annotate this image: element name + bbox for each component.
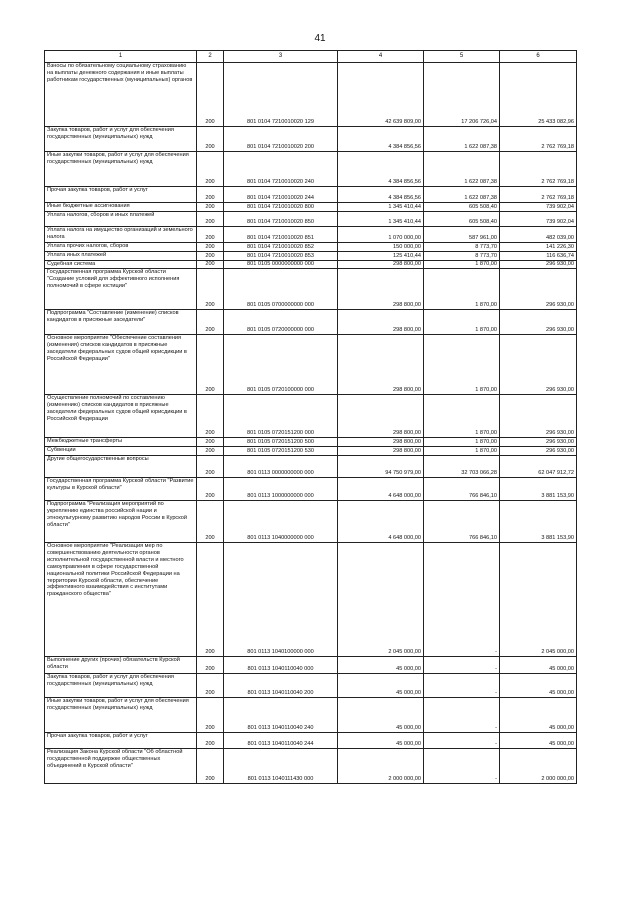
- row-approved-amount: 4 384 856,56: [338, 127, 424, 152]
- row-description: Закупка товаров, работ и услуг для обеспечения государственных (муниципальных) нужд: [45, 127, 197, 152]
- table-row: [45, 152, 577, 187]
- row-approved-amount: 298 800,00: [338, 335, 424, 395]
- row-code: 200: [197, 252, 224, 261]
- row-remaining-amount: 739 902,04: [500, 203, 577, 212]
- row-description: Межбюджетные трансферты: [45, 438, 197, 447]
- row-code: 200: [197, 395, 224, 438]
- row-description: Основное мероприятие "Обеспечение составления (изменения) списков кандидатов в присяжные заседатели федеральных судов общей юрисдикции в Российской Федерации": [45, 335, 197, 395]
- row-approved-amount: 45 000,00: [338, 733, 424, 749]
- row-code: 200: [197, 447, 224, 456]
- row-executed-amount: 1 870,00: [424, 395, 500, 438]
- table-row: [45, 63, 577, 127]
- row-budget-code: 801 0113 1000000000 000: [224, 478, 338, 501]
- row-budget-code: 801 0105 0720100000 000: [224, 335, 338, 395]
- row-budget-code: 801 0104 7210010020 852: [224, 243, 338, 252]
- row-remaining-amount: 2 045 000,00: [500, 543, 577, 657]
- row-approved-amount: 45 000,00: [338, 698, 424, 733]
- table-row: [45, 252, 577, 261]
- row-description: Подпрограмма "Составление (изменение) списков кандидатов в присяжные заседатели": [45, 310, 197, 335]
- row-budget-code: 801 0105 0720151200 530: [224, 447, 338, 456]
- row-remaining-amount: 45 000,00: [500, 698, 577, 733]
- row-executed-amount: 605 508,40: [424, 203, 500, 212]
- row-description: Осуществление полномочий по составлению (изменению) списков кандидатов в присяжные заседатели федеральных судов общей юрисдикции в Российской Федерации: [45, 395, 197, 438]
- row-executed-amount: -: [424, 657, 500, 674]
- column-header: 4: [338, 51, 424, 63]
- row-budget-code: 801 0113 1040110040 244: [224, 733, 338, 749]
- row-approved-amount: 298 800,00: [338, 438, 424, 447]
- row-description: Уплата налога на имущество организаций и земельного налога: [45, 227, 197, 243]
- row-budget-code: 801 0104 7210010020 800: [224, 203, 338, 212]
- row-approved-amount: 298 800,00: [338, 310, 424, 335]
- row-description: Выполнение других (прочих) обязательств Курской области: [45, 657, 197, 674]
- row-code: 200: [197, 63, 224, 127]
- row-description: Уплата прочих налогов, сборов: [45, 243, 197, 252]
- table-row: [45, 674, 577, 698]
- row-code: 200: [197, 456, 224, 478]
- row-code: 200: [197, 187, 224, 203]
- row-description: Закупка товаров, работ и услуг для обеспечения государственных (муниципальных) нужд: [45, 674, 197, 698]
- row-code: 200: [197, 733, 224, 749]
- row-approved-amount: 4 648 000,00: [338, 501, 424, 543]
- row-remaining-amount: 2 762 769,18: [500, 127, 577, 152]
- row-description: Прочая закупка товаров, работ и услуг: [45, 733, 197, 749]
- row-remaining-amount: 25 433 082,96: [500, 63, 577, 127]
- table-row: [45, 438, 577, 447]
- table-row: [45, 187, 577, 203]
- row-budget-code: 801 0105 0720151200 000: [224, 395, 338, 438]
- row-executed-amount: 1 870,00: [424, 447, 500, 456]
- table-row: [45, 269, 577, 310]
- row-executed-amount: -: [424, 749, 500, 784]
- table-row: [45, 456, 577, 478]
- column-header: 6: [500, 51, 577, 63]
- row-remaining-amount: 62 047 912,72: [500, 456, 577, 478]
- row-executed-amount: -: [424, 674, 500, 698]
- row-executed-amount: 1 870,00: [424, 438, 500, 447]
- row-code: 200: [197, 749, 224, 784]
- row-executed-amount: -: [424, 698, 500, 733]
- row-remaining-amount: 45 000,00: [500, 657, 577, 674]
- row-remaining-amount: 3 881 153,90: [500, 501, 577, 543]
- row-code: 200: [197, 203, 224, 212]
- row-approved-amount: 45 000,00: [338, 657, 424, 674]
- row-remaining-amount: 739 902,04: [500, 212, 577, 227]
- row-remaining-amount: 2 000 000,00: [500, 749, 577, 784]
- table-row: [45, 261, 577, 269]
- column-header: 5: [424, 51, 500, 63]
- row-executed-amount: 766 846,10: [424, 501, 500, 543]
- row-code: 200: [197, 212, 224, 227]
- row-executed-amount: 1 622 087,38: [424, 127, 500, 152]
- row-remaining-amount: 2 762 769,18: [500, 187, 577, 203]
- row-executed-amount: -: [424, 733, 500, 749]
- table-row: [45, 733, 577, 749]
- row-approved-amount: 2 045 000,00: [338, 543, 424, 657]
- row-remaining-amount: 141 226,30: [500, 243, 577, 252]
- row-budget-code: 801 0104 7210010020 850: [224, 212, 338, 227]
- row-remaining-amount: 296 930,00: [500, 310, 577, 335]
- row-budget-code: 801 0105 0720151200 500: [224, 438, 338, 447]
- row-approved-amount: 298 800,00: [338, 395, 424, 438]
- row-executed-amount: 1 870,00: [424, 269, 500, 310]
- row-budget-code: 801 0113 1040110040 000: [224, 657, 338, 674]
- row-budget-code: 801 0104 7210010020 240: [224, 152, 338, 187]
- row-remaining-amount: 2 762 769,18: [500, 152, 577, 187]
- row-remaining-amount: 296 930,00: [500, 438, 577, 447]
- row-approved-amount: 125 410,44: [338, 252, 424, 261]
- table-row: [45, 203, 577, 212]
- row-code: 200: [197, 335, 224, 395]
- table-row: [45, 127, 577, 152]
- row-description: Основное мероприятие "Реализация мер по совершенствованию деятельности органов исполнительной государственной власти и местного самоуправления в сфере государственной национальной политики Российской Федерации на территории Курской области, обеспечение эффективного взаимодействия с институтами гражданского общества": [45, 543, 197, 657]
- row-budget-code: 801 0104 7210010020 129: [224, 63, 338, 127]
- row-executed-amount: 1 870,00: [424, 261, 500, 269]
- row-approved-amount: 298 800,00: [338, 269, 424, 310]
- row-remaining-amount: 296 930,00: [500, 269, 577, 310]
- row-code: 200: [197, 674, 224, 698]
- table-row: [45, 335, 577, 395]
- row-remaining-amount: 296 930,00: [500, 447, 577, 456]
- row-code: 200: [197, 438, 224, 447]
- row-description: Реализация Закона Курской области "Об областной государственной поддержке общественных объединений в Курской области": [45, 749, 197, 784]
- row-executed-amount: 766 846,10: [424, 478, 500, 501]
- row-code: 200: [197, 127, 224, 152]
- table-row: [45, 478, 577, 501]
- row-budget-code: 801 0104 7210010020 853: [224, 252, 338, 261]
- row-approved-amount: 150 000,00: [338, 243, 424, 252]
- row-description: Иные закупки товаров, работ и услуг для обеспечения государственных (муниципальных) нужд: [45, 698, 197, 733]
- table-row: [45, 501, 577, 543]
- row-code: 200: [197, 269, 224, 310]
- row-executed-amount: 1 870,00: [424, 335, 500, 395]
- table-row: [45, 749, 577, 784]
- row-description: Уплата налогов, сборов и иных платежей: [45, 212, 197, 227]
- row-description: Уплата иных платежей: [45, 252, 197, 261]
- row-code: 200: [197, 261, 224, 269]
- row-executed-amount: 587 961,00: [424, 227, 500, 243]
- row-approved-amount: 1 345 410,44: [338, 203, 424, 212]
- row-executed-amount: 8 773,70: [424, 252, 500, 261]
- row-approved-amount: 2 000 000,00: [338, 749, 424, 784]
- row-description: Иные бюджетные ассигнования: [45, 203, 197, 212]
- row-budget-code: 801 0113 1040110040 240: [224, 698, 338, 733]
- row-executed-amount: 17 206 726,04: [424, 63, 500, 127]
- row-approved-amount: 42 639 809,00: [338, 63, 424, 127]
- row-remaining-amount: 45 000,00: [500, 733, 577, 749]
- row-remaining-amount: 116 636,74: [500, 252, 577, 261]
- row-executed-amount: -: [424, 543, 500, 657]
- row-description: Государственная программа Курской области "Создание условий для эффективного исполнения полномочий в сфере юстиции": [45, 269, 197, 310]
- row-code: 200: [197, 310, 224, 335]
- row-code: 200: [197, 243, 224, 252]
- row-description: Взносы по обязательному социальному страхованию на выплаты денежного содержания и иные выплаты работникам государственных (муниципальных) органов: [45, 63, 197, 127]
- row-description: Субвенции: [45, 447, 197, 456]
- row-budget-code: 801 0113 1040000000 000: [224, 501, 338, 543]
- row-description: Судебная система: [45, 261, 197, 269]
- row-code: 200: [197, 478, 224, 501]
- row-approved-amount: 94 750 979,00: [338, 456, 424, 478]
- table-row: [45, 212, 577, 227]
- row-budget-code: 801 0105 0720000000 000: [224, 310, 338, 335]
- row-approved-amount: 298 800,00: [338, 261, 424, 269]
- row-approved-amount: 1 070 000,00: [338, 227, 424, 243]
- row-code: 200: [197, 501, 224, 543]
- page-number: 41: [314, 33, 326, 44]
- row-approved-amount: 298 800,00: [338, 447, 424, 456]
- table-row: [45, 243, 577, 252]
- row-budget-code: 801 0113 1040110040 200: [224, 674, 338, 698]
- table-row: [45, 447, 577, 456]
- row-executed-amount: 1 622 087,38: [424, 152, 500, 187]
- table-header-row: [45, 51, 577, 63]
- row-description: Подпрограмма "Реализация мероприятий по укреплению единства российской нации и этнокультурному развитию народов России в Курской области": [45, 501, 197, 543]
- row-remaining-amount: 3 881 153,90: [500, 478, 577, 501]
- row-budget-code: 801 0113 1040100000 000: [224, 543, 338, 657]
- row-approved-amount: 4 384 856,56: [338, 187, 424, 203]
- table-row: [45, 227, 577, 243]
- row-budget-code: 801 0104 7210010020 200: [224, 127, 338, 152]
- budget-execution-table: [44, 50, 577, 784]
- row-budget-code: 801 0113 0000000000 000: [224, 456, 338, 478]
- column-header: 1: [45, 51, 197, 63]
- table-row: [45, 543, 577, 657]
- row-remaining-amount: 482 039,00: [500, 227, 577, 243]
- row-description: Другие общегосударственные вопросы: [45, 456, 197, 478]
- column-header: 2: [197, 51, 224, 63]
- table-row: [45, 395, 577, 438]
- row-executed-amount: 1 622 087,38: [424, 187, 500, 203]
- row-budget-code: 801 0105 0000000000 000: [224, 261, 338, 269]
- row-executed-amount: 1 870,00: [424, 310, 500, 335]
- row-budget-code: 801 0104 7210010020 244: [224, 187, 338, 203]
- row-approved-amount: 45 000,00: [338, 674, 424, 698]
- row-executed-amount: 32 703 066,28: [424, 456, 500, 478]
- row-remaining-amount: 296 930,00: [500, 261, 577, 269]
- row-description: Государственная программа Курской области "Развитие культуры в Курской области": [45, 478, 197, 501]
- row-budget-code: 801 0113 1040111430 000: [224, 749, 338, 784]
- column-header: 3: [224, 51, 338, 63]
- row-approved-amount: 4 648 000,00: [338, 478, 424, 501]
- row-description: Иные закупки товаров, работ и услуг для обеспечения государственных (муниципальных) нужд: [45, 152, 197, 187]
- table-row: [45, 310, 577, 335]
- table-row: [45, 698, 577, 733]
- row-executed-amount: 8 773,70: [424, 243, 500, 252]
- row-remaining-amount: 296 930,00: [500, 395, 577, 438]
- row-code: 200: [197, 657, 224, 674]
- row-approved-amount: 1 345 410,44: [338, 212, 424, 227]
- row-budget-code: 801 0104 7210010020 851: [224, 227, 338, 243]
- row-code: 200: [197, 227, 224, 243]
- row-budget-code: 801 0105 0700000000 000: [224, 269, 338, 310]
- table-row: [45, 657, 577, 674]
- row-code: 200: [197, 698, 224, 733]
- row-remaining-amount: 296 930,00: [500, 335, 577, 395]
- row-code: 200: [197, 543, 224, 657]
- row-remaining-amount: 45 000,00: [500, 674, 577, 698]
- row-approved-amount: 4 384 856,56: [338, 152, 424, 187]
- row-code: 200: [197, 152, 224, 187]
- row-executed-amount: 605 508,40: [424, 212, 500, 227]
- row-description: Прочая закупка товаров, работ и услуг: [45, 187, 197, 203]
